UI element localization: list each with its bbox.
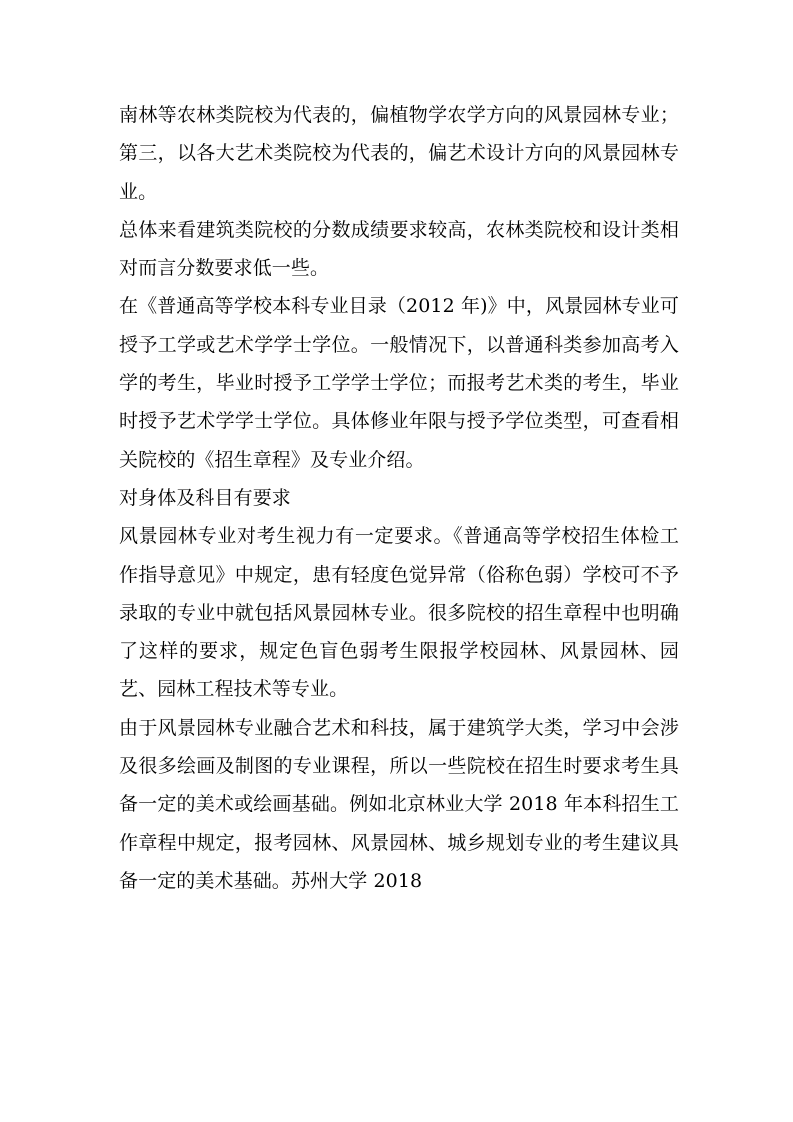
paragraph-score-requirements: 总体来看建筑类院校的分数成绩要求较高，农林类院校和设计类相对而言分数要求低一些。 [119,218,679,280]
paragraph-landscape-categories: 南林等农林类院校为代表的，偏植物学农学方向的风景园林专业；第三，以各大艺术类院校为代表的，偏艺术设计方向的风景园林专业。 [119,104,679,203]
section-heading: 对身体及科目有要求 [119,486,291,509]
paragraph-vision-requirements: 风景园林专业对考生视力有一定要求。《普通高等学校招生体检工作指导意见》中规定，患有轻度色觉异常（俗称色弱）学校可不予录取的专业中就包括风景园林专业。很多院校的招生章程中也明确了这样的要求，规定色盲色弱考生限报学校园林、风景园林、园艺、园林工程技术等专业。 [119,525,679,701]
paragraph-art-requirements: 由于风景园林专业融合艺术和科技，属于建筑学大类，学习中会涉及很多绘画及制图的专业课程，所以一些院校在招生时要求考生具备一定的美术或绘画基础。例如北京林业大学 2018 年本科招生工作章程中规定，报考园林、风景园林、城乡规划专业的考生建议具备一定的美术基础。苏州大学 2018 [119,716,679,892]
paragraph-degree-types: 在《普通高等学校本科专业目录（2012 年)》中，风景园林专业可授予工学或艺术学学士学位。一般情况下，以普通科类参加高考入学的考生，毕业时授予工学学士学位；而报考艺术类的考生，毕业时授予艺术学学士学位。具体修业年限与授予学位类型，可查看相关院校的《招生章程》及专业介绍。 [119,295,679,471]
document-body [119,96,679,900]
